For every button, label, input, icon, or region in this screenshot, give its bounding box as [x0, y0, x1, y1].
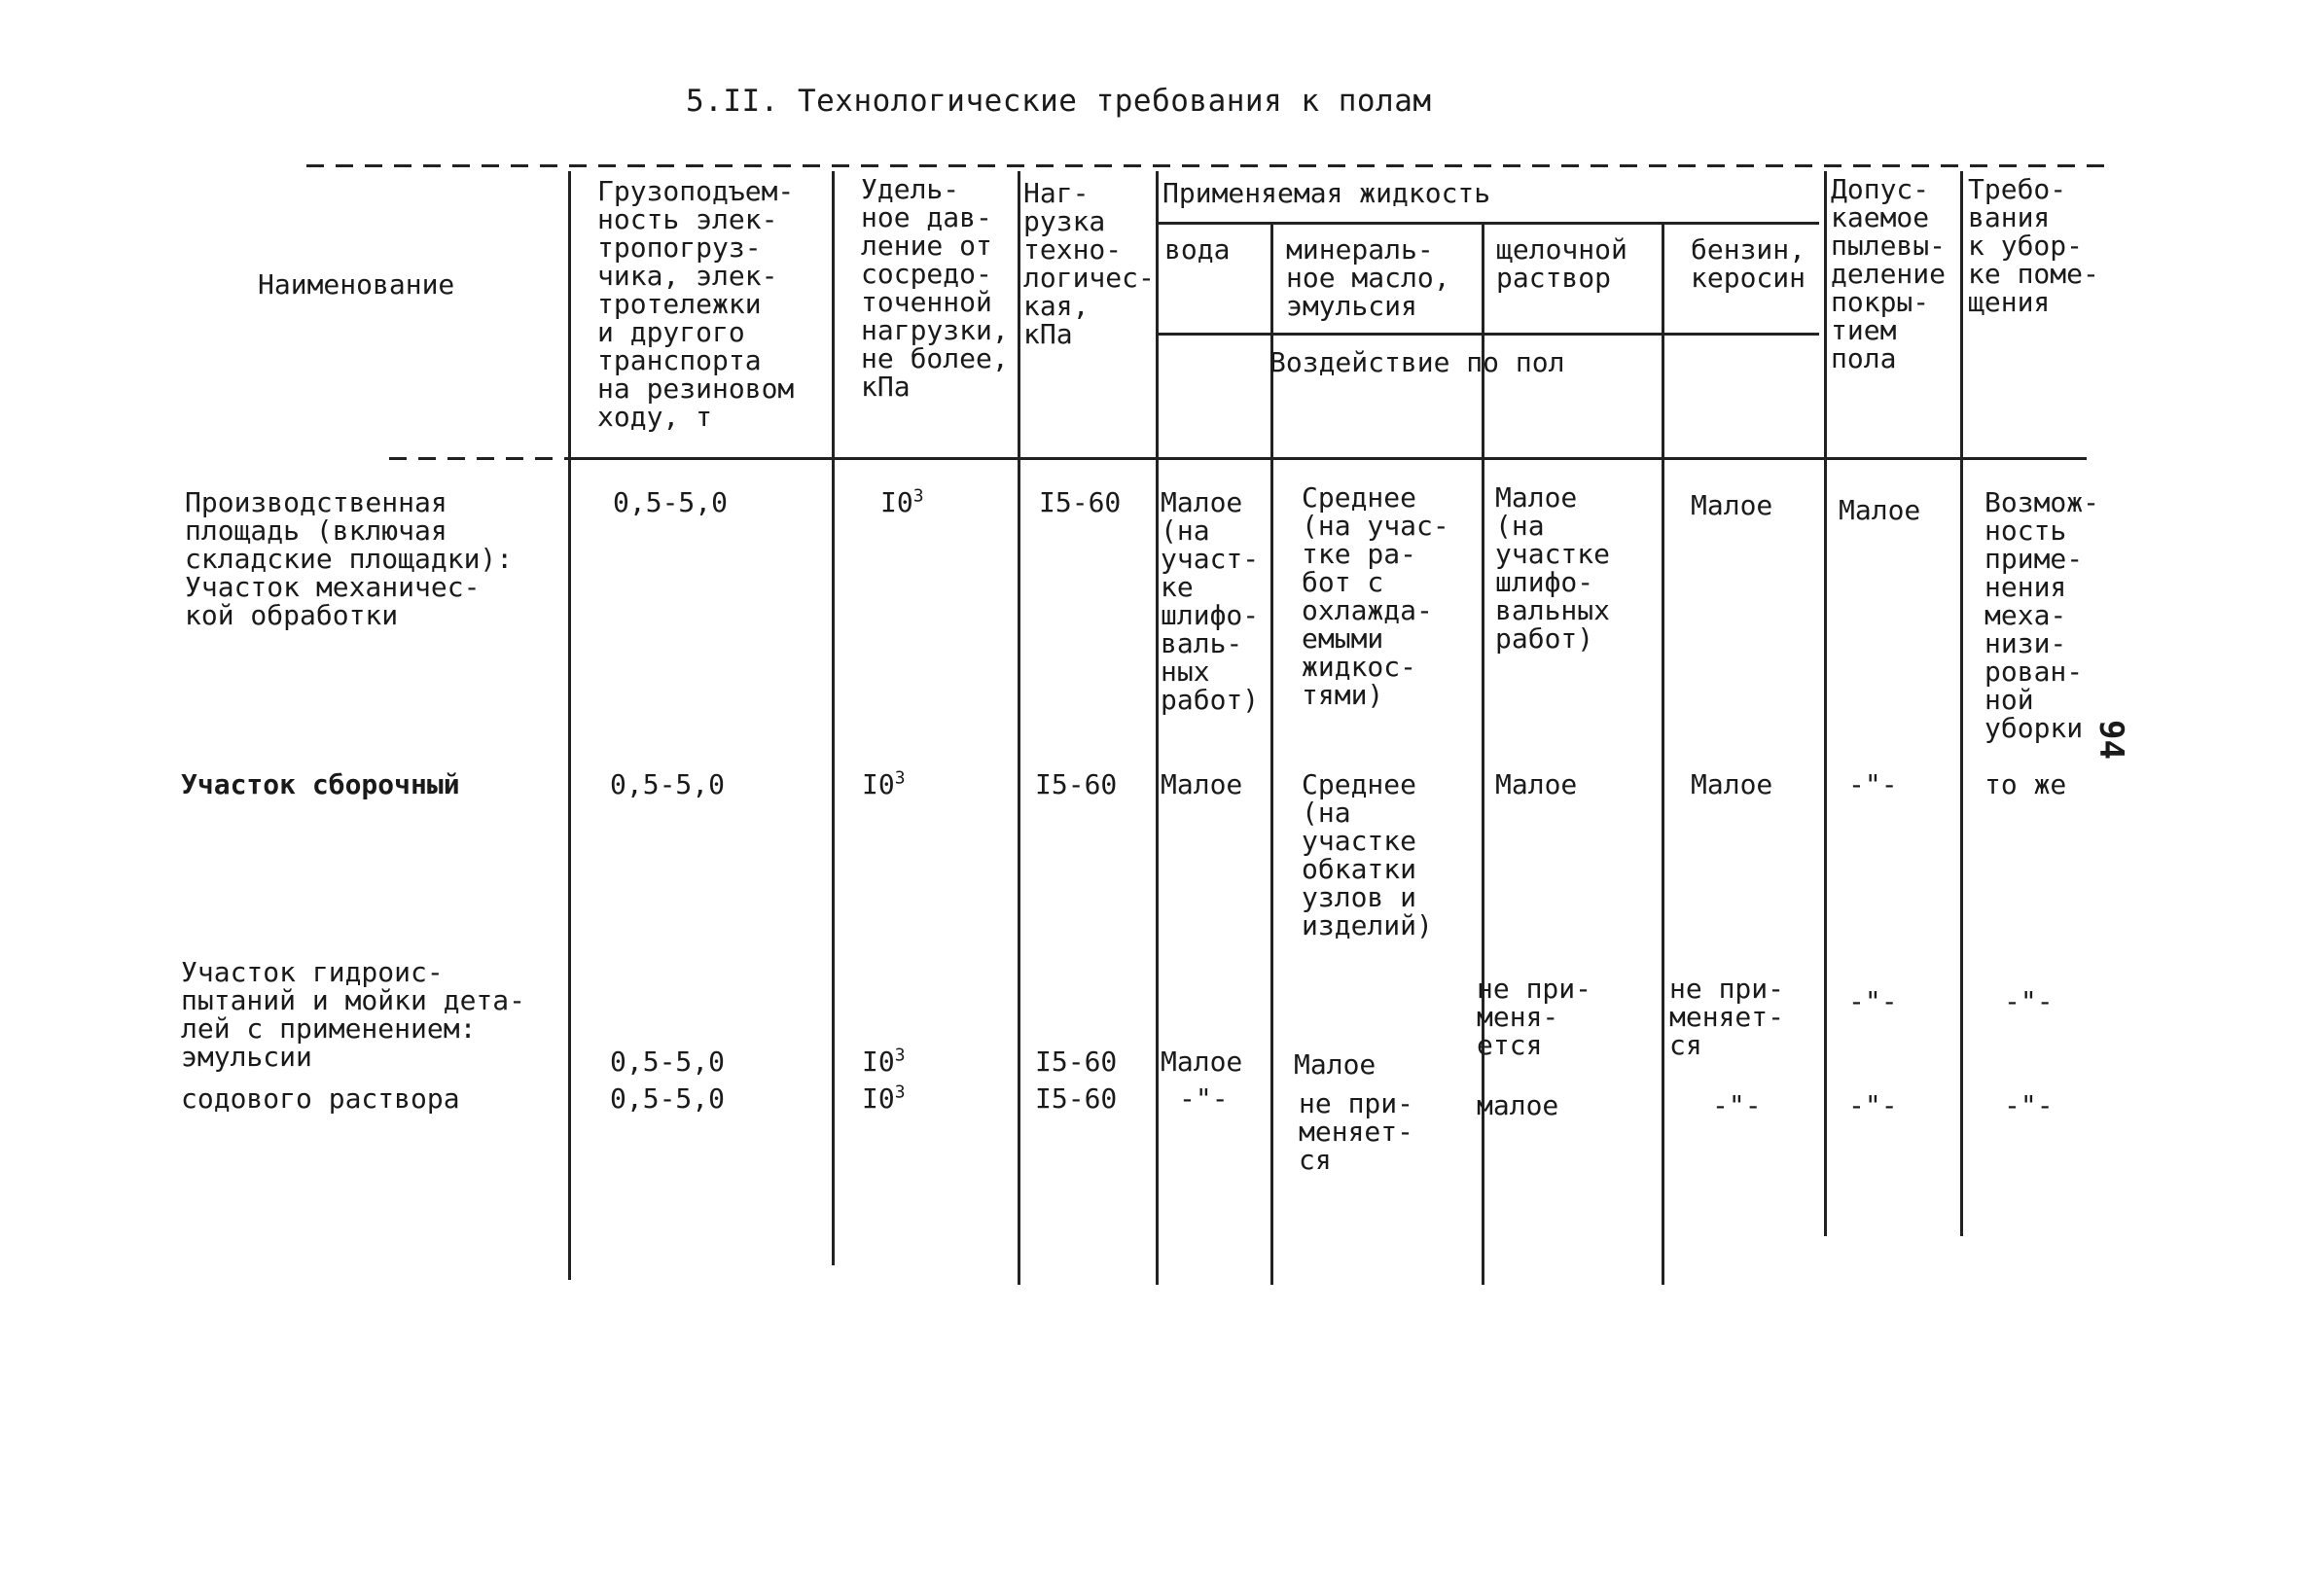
- row1-benzene: Малое: [1691, 489, 1773, 521]
- header-cleaning: Требо- вания к убор- ке поме- щения: [1968, 173, 2099, 318]
- row4-tech: I5-60: [1035, 1046, 1118, 1078]
- header-bottom-border: [574, 457, 2087, 460]
- header-load-capacity: Грузоподъем- ность элек- тропогруз- чика, элек- тротележки и другого транспорта на резиновом ходу, т: [597, 175, 795, 433]
- row5-oil: не при- меняет- ся: [1299, 1087, 1414, 1176]
- header-alkali: щелочной раствор: [1496, 233, 1627, 294]
- row1-tech: I5-60: [1039, 486, 1122, 518]
- row3-name: Участок гидроис- пытаний и мойки дета- лей с применением:: [181, 956, 526, 1045]
- row5-name: содового раствора: [181, 1082, 460, 1115]
- header-name: Наименование: [258, 268, 455, 301]
- header-impact: Воздействие по пол: [1269, 346, 1565, 378]
- row1-water: Малое (на участ- ке шлифо- валь- ных работ): [1161, 486, 1260, 716]
- header-tech-load: Наг- рузка техно- логичес- кая, кПа: [1023, 177, 1155, 350]
- table-title: 5.II. Технологические требования к полам: [686, 84, 1432, 119]
- row5-cleaning: -"-: [2004, 1089, 2054, 1121]
- row1-pressure: $I0^3$: [880, 485, 924, 518]
- row3-alkali: не при- меня- ется: [1477, 973, 1592, 1061]
- row4-water: Малое: [1161, 1046, 1243, 1078]
- col-line-7: [1662, 222, 1664, 1285]
- row2-cleaning: то же: [1984, 768, 2067, 800]
- row4-load: 0,5-5,0: [610, 1046, 726, 1078]
- liquids-top-line: [1158, 222, 1819, 225]
- row2-pressure: $I0^3$: [862, 767, 906, 800]
- row2-alkali: Малое: [1495, 768, 1578, 800]
- row5-load: 0,5-5,0: [610, 1082, 726, 1115]
- row1-name: Производственная площадь (включая складские площадки): Участок механичес- кой обработки: [185, 486, 514, 631]
- row5-dust: -"-: [1848, 1089, 1898, 1121]
- col-line-6: [1482, 222, 1484, 1285]
- col-line-3: [1018, 171, 1020, 1285]
- row2-benzene: Малое: [1691, 768, 1773, 800]
- header-bottom-dash: [389, 457, 574, 460]
- row2-dust: -"-: [1848, 768, 1898, 800]
- col-line-9: [1960, 171, 1963, 1236]
- row1-load: 0,5-5,0: [613, 486, 729, 518]
- header-benzene: бензин, керосин: [1691, 233, 1806, 294]
- row5-alkali: малое: [1477, 1089, 1559, 1121]
- row2-oil: Среднее (на участке обкатки узлов и изделий): [1302, 768, 1433, 941]
- row3-dust: -"-: [1848, 985, 1898, 1017]
- row1-dust: Малое: [1839, 494, 1921, 526]
- col-line-5: [1270, 222, 1273, 1285]
- row3-cleaning: -"-: [2004, 985, 2054, 1017]
- header-mineral-oil: минераль- ное масло, эмульсия: [1286, 233, 1450, 322]
- row4-name: эмульсии: [181, 1041, 312, 1073]
- row5-pressure: $I0^3$: [862, 1082, 906, 1115]
- row5-tech: I5-60: [1035, 1082, 1118, 1115]
- row4-oil: Малое: [1294, 1048, 1377, 1081]
- page-number: 94: [2092, 720, 2130, 760]
- header-dust: Допус- каемое пылевы- деление покры- тием пола: [1831, 173, 1947, 374]
- top-border: [306, 164, 2116, 167]
- row5-water: -"-: [1179, 1082, 1229, 1115]
- row3-benzene: не при- меняет- ся: [1669, 973, 1785, 1061]
- header-liquids-group: Применяемая жидкость: [1162, 177, 1491, 209]
- row1-oil: Среднее (на учас- тке ра- бот с охлажда- емыми жидкос- тями): [1302, 481, 1449, 711]
- col-line-4: [1156, 171, 1159, 1285]
- row4-pressure: $I0^3$: [862, 1045, 906, 1078]
- row2-name: Участок сборочный: [181, 768, 460, 800]
- col-line-2: [832, 171, 835, 1265]
- row1-alkali: Малое (на участке шлифо- вальных работ): [1495, 481, 1611, 655]
- row2-water: Малое: [1161, 768, 1243, 800]
- header-specific-pressure: Удель- ное дав- ление от сосредо- точенной нагрузки, не более, кПа: [861, 173, 1009, 403]
- row2-load: 0,5-5,0: [610, 768, 726, 800]
- row5-benzene: -"-: [1712, 1089, 1762, 1121]
- row1-cleaning: Возмож- ность приме- нения меха- низи- рован- ной уборки: [1984, 486, 2100, 744]
- col-line-8: [1824, 171, 1827, 1236]
- liquids-mid-line: [1158, 333, 1819, 336]
- col-line-1: [568, 171, 571, 1280]
- row2-tech: I5-60: [1035, 768, 1118, 800]
- header-water: вода: [1164, 233, 1231, 266]
